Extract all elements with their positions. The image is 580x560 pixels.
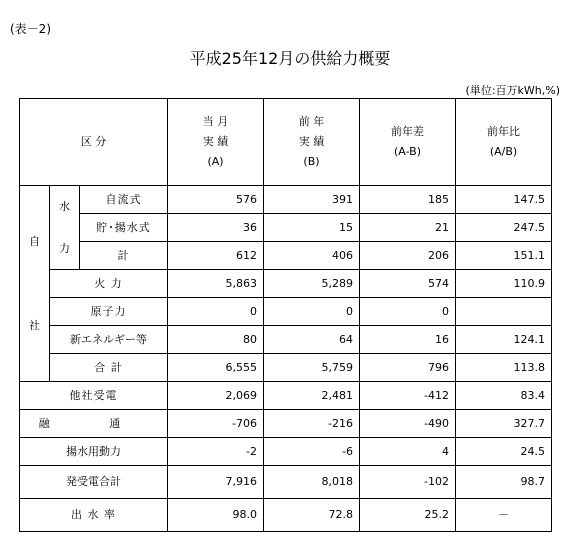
ratio-value: 247.5 xyxy=(456,214,552,242)
current-value: 7,916 xyxy=(168,466,264,499)
table-row xyxy=(20,499,552,532)
ratio-value: 124.1 xyxy=(456,326,552,354)
prev-value: 406 xyxy=(264,242,360,270)
current-value: 98.0 xyxy=(168,499,264,532)
row-label: 原子力 xyxy=(50,298,168,326)
diff-value: 25.2 xyxy=(360,499,456,532)
table-row xyxy=(20,438,552,466)
header-row xyxy=(20,99,552,186)
row-label: 揚水用動力 xyxy=(20,438,168,466)
current-value: 5,863 xyxy=(168,270,264,298)
supply-table xyxy=(19,98,552,532)
row-label: 計 xyxy=(80,242,168,270)
row-label: 自流式 xyxy=(80,186,168,214)
table-row xyxy=(20,410,552,438)
ratio-value: 83.4 xyxy=(456,382,552,410)
diff-value: -412 xyxy=(360,382,456,410)
prev-value: 15 xyxy=(264,214,360,242)
prev-value: 64 xyxy=(264,326,360,354)
current-value: 0 xyxy=(168,298,264,326)
diff-value: 796 xyxy=(360,354,456,382)
row-label: 合 計 xyxy=(50,354,168,382)
table-row xyxy=(20,354,552,382)
page-title: 平成25年12月の供給力概要 xyxy=(189,49,391,68)
ratio-value: 327.7 xyxy=(456,410,552,438)
prev-value: 2,481 xyxy=(264,382,360,410)
prev-value: 391 xyxy=(264,186,360,214)
current-value: 2,069 xyxy=(168,382,264,410)
ratio-value: 151.1 xyxy=(456,242,552,270)
diff-value: -490 xyxy=(360,410,456,438)
prev-value: 0 xyxy=(264,298,360,326)
table-row xyxy=(20,186,552,214)
prev-value: 5,759 xyxy=(264,354,360,382)
diff-header: 前年差 (A-B) xyxy=(360,99,456,186)
row-label: 貯･揚水式 xyxy=(80,214,168,242)
ratio-value: 110.9 xyxy=(456,270,552,298)
category-header: 区 分 xyxy=(20,99,168,186)
ratio-value: 113.8 xyxy=(456,354,552,382)
diff-value: 0 xyxy=(360,298,456,326)
diff-value: 206 xyxy=(360,242,456,270)
row-label: 他社受電 xyxy=(20,382,168,410)
current-value: 612 xyxy=(168,242,264,270)
current-value: -2 xyxy=(168,438,264,466)
prev-value: 5,289 xyxy=(264,270,360,298)
prev-value: -216 xyxy=(264,410,360,438)
prev-value: 8,018 xyxy=(264,466,360,499)
ratio-header: 前年比 (A/B) xyxy=(456,99,552,186)
ratio-value xyxy=(456,298,552,326)
diff-value: -102 xyxy=(360,466,456,499)
current-value: 576 xyxy=(168,186,264,214)
diff-value: 21 xyxy=(360,214,456,242)
table-row xyxy=(20,270,552,298)
diff-value: 574 xyxy=(360,270,456,298)
ratio-value: － xyxy=(456,499,552,532)
diff-value: 16 xyxy=(360,326,456,354)
current-month-header: 当 月 実 績 (A) xyxy=(168,99,264,186)
table-row xyxy=(20,242,552,270)
prev-year-header: 前 年 実 績 (B) xyxy=(264,99,360,186)
hydro-group-label: 水 力 xyxy=(50,186,80,270)
row-label: 新エネルギー等 xyxy=(50,326,168,354)
self-group-label: 自 社 xyxy=(20,186,50,382)
prev-value: 72.8 xyxy=(264,499,360,532)
row-label: 出 水 率 xyxy=(20,499,168,532)
table-row xyxy=(20,466,552,499)
prev-value: -6 xyxy=(264,438,360,466)
ratio-value: 147.5 xyxy=(456,186,552,214)
current-value: 36 xyxy=(168,214,264,242)
table-row xyxy=(20,214,552,242)
table-row xyxy=(20,326,552,354)
current-value: 6,555 xyxy=(168,354,264,382)
diff-value: 4 xyxy=(360,438,456,466)
unit-note: (単位:百万kWh,%) xyxy=(465,84,560,97)
table-number: (表－2) xyxy=(10,22,51,36)
current-value: -706 xyxy=(168,410,264,438)
row-label: 融 通 xyxy=(20,410,168,438)
ratio-value: 98.7 xyxy=(456,466,552,499)
table-row xyxy=(20,382,552,410)
row-label: 発受電合計 xyxy=(20,466,168,499)
row-label: 火 力 xyxy=(50,270,168,298)
current-value: 80 xyxy=(168,326,264,354)
diff-value: 185 xyxy=(360,186,456,214)
ratio-value: 24.5 xyxy=(456,438,552,466)
table-row xyxy=(20,298,552,326)
